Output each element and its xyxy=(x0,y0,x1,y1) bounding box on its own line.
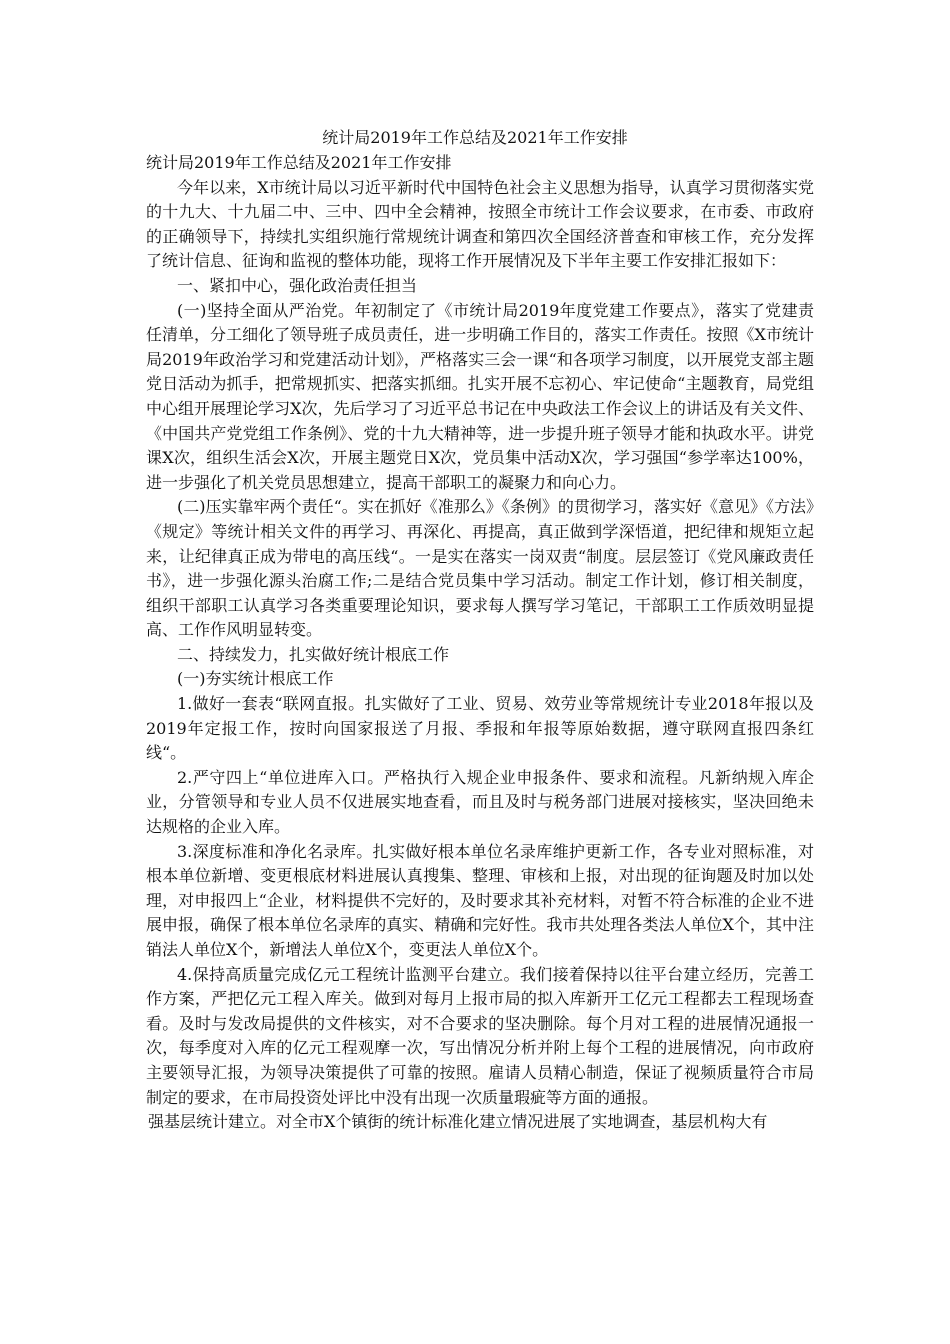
document-title: 统计局2019年工作总结及2021年工作安排 xyxy=(322,128,628,147)
body-heading: 统计局2019年工作总结及2021年工作安排 xyxy=(146,153,452,172)
paragraph-party-governance: (一)坚持全面从严治党。年初制定了《市统计局2019年度党建工作要点》，落实了党建责任清单，分工细化了领导班子成员责任，进一步明确工作目的，落实工作责任。按照《X市统计局2019年政治学习和党建活动计划》，严格落实三会一课“和各项学习制度，以开展党支部主题党日活动为抓手，把常规抓实、把落实抓细。扎实开展不忘初心、牢记使命“主题教育，局党组中心组开展理论学习X次，先后学习了习近平总书记在中央政法工作会议上的讲话及有关文件、《中国共产党党组工作条例》、党的十九大精神等，进一步提升班子领导才能和执政水平。讲党课X次，组织生活会X次，开展主题党日X次，党员集中活动X次，学习强国“参学率达100%，进一步强化了机关党员思想建立，提高干部职工的凝聚力和向心力。 xyxy=(146,300,814,492)
section-heading-1: 一、紧扣中心，强化政治责任担当 xyxy=(177,275,418,295)
paragraph-item-4: 4.保持高质量完成亿元工程统计监测平台建立。我们接着保持以往平台建立经历，完善工作方案，严把亿元工程入库关。做到对每月上报市局的拟入库新开工亿元工程都去工程现场查看。及时与发改局提供的文件核实，对不合要求的坚决删除。每个月对工程的进展情况通报一次，每季度对入库的亿元工程观摩一次，写出情况分析并附上每个工程的进展情况，向市政府主要领导汇报，为领导决策提供了可靠的按照。雇请人员精心制造，保证了视频质量符合市局制定的要求，在市局投资处评比中没有出现一次质量瑕疵等方面的通报。 xyxy=(146,964,814,1107)
paragraph-item-3: 3.深度标准和净化名录库。扎实做好根本单位名录库维护更新工作，各专业对照标准，对根本单位新增、变更根底材料进展认真搜集、整理、审核和上报，对出现的征询题及时加以处理，对申报四上“企业，材料提供不完好的，及时要求其补充材料，对暂不符合标准的企业不进展申报，确保了根本单位名录库的真实、精确和完好性。我市共处理各类法人单位X个，其中注销法人单位X个，新增法人单位X个，变更法人单位X个。 xyxy=(146,841,814,959)
paragraph-item-1: 1.做好一套表“联网直报。扎实做好了工业、贸易、效劳业等常规统计专业2018年报以及2019年定报工作，按时向国家报送了月报、季报和年报等原始数据，遵守联网直报四条红线“。 xyxy=(146,694,814,763)
paragraph-two-responsibilities: (二)压实靠牢两个责任“。实在抓好《准那么》《条例》的贯彻学习，落实好《意见》《方法》《规定》等统计相关文件的再学习、再深化、再提高，真正做到学深悟道，把纪律和规矩立起来，让纪律真正成为带电的高压线“。一是实在落实一岗双责“制度。层层签订《党风廉政责任书》，进一步强化源头治腐工作;二是结合党员集中学习活动。制定工作计划，修订相关制度，组织干部职工认真学习各类重要理论知识，要求每人撰写学习笔记，干部职工工作质效明显提高、工作作风明显转变。 xyxy=(146,497,814,640)
paragraph-lead-in: 强基层统计建立。对全市X个镇街的统计标准化建立情况进展了实地调查，基层机构大有 xyxy=(148,1112,768,1132)
paragraph-intro: 今年以来，X市统计局以习近平新时代中国特色社会主义思想为指导，认真学习贯彻落实党的十九大、十九届二中、三中、四中全会精神，按照全市统计工作会议要求，在市委、市政府的正确领导下，持续扎实组织施行常规统计调查和第四次全国经济普查和审核工作，充分发挥了统计信息、征询和监视的整体功能，现将工作开展情况及下半年主要工作安排汇报如下： xyxy=(146,177,814,271)
section-heading-2: 二、持续发力，扎实做好统计根底工作 xyxy=(177,644,450,664)
document-body xyxy=(146,151,814,1135)
paragraph-item-2: 2.严守四上“单位进库入口。严格执行入规企业申报条件、要求和流程。凡新纳规入库企业，分管领导和专业人员不仅进展实地查看，而且及时与税务部门进展对接核实，坚决回绝未达规格的企业入库。 xyxy=(146,767,814,837)
subsection-heading-1: (一)夯实统计根底工作 xyxy=(177,669,334,689)
